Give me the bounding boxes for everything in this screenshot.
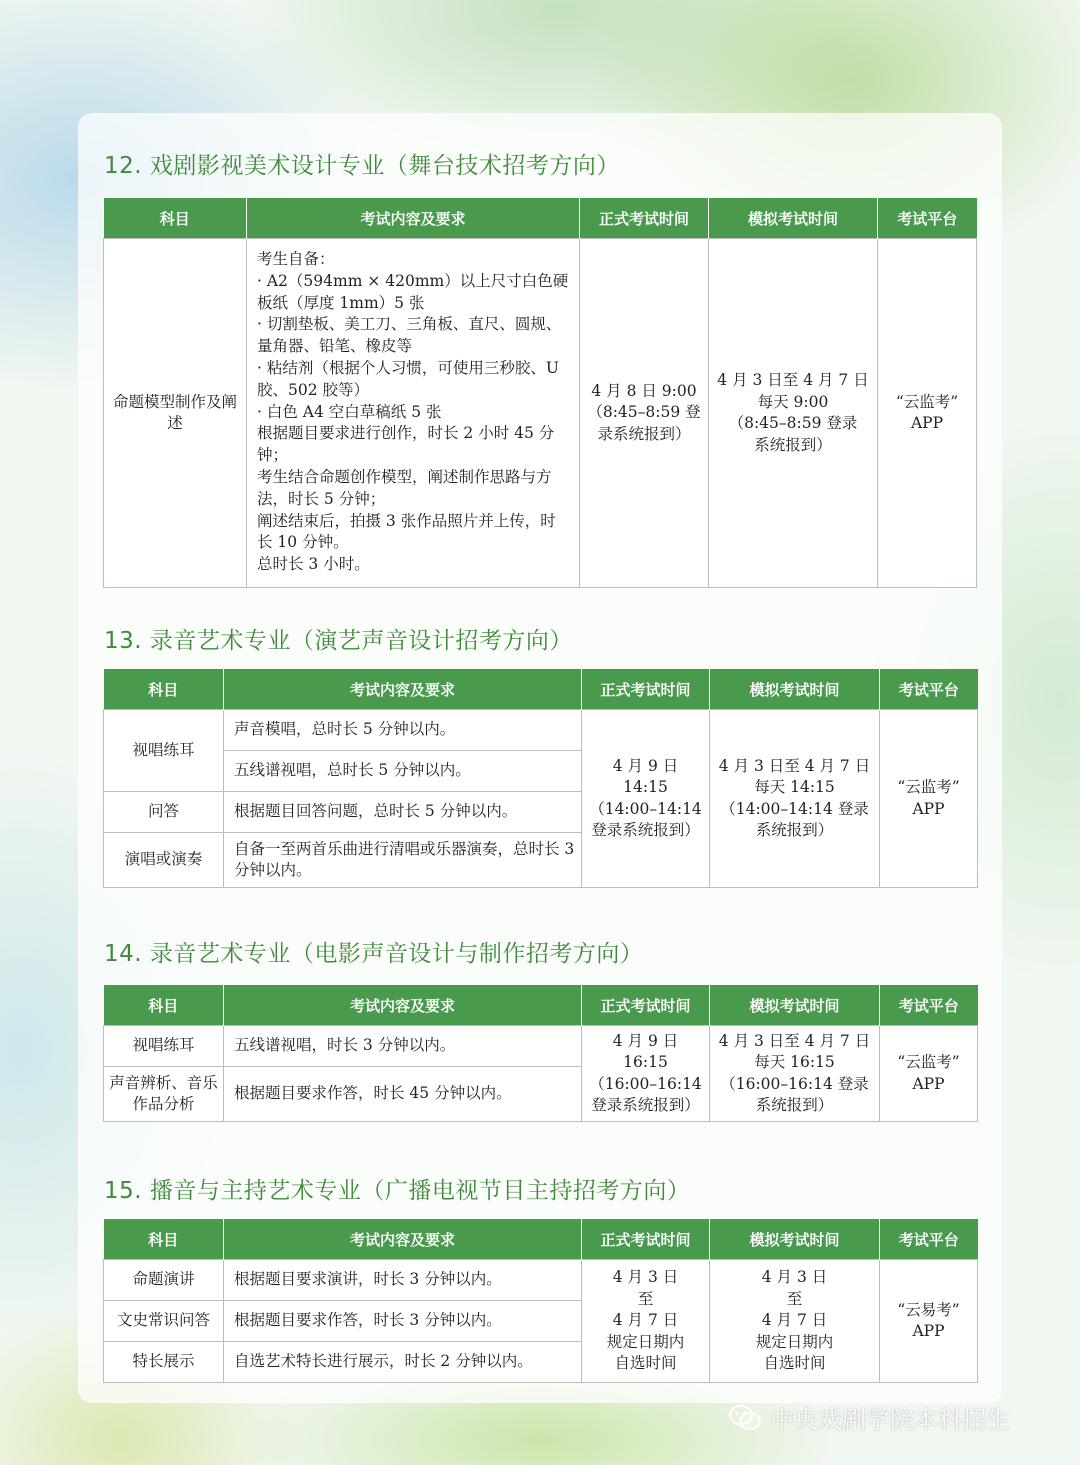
header-mock-time: 模拟考试时间 xyxy=(710,1219,880,1260)
header-content: 考试内容及要求 xyxy=(247,198,580,239)
table-row xyxy=(104,239,977,588)
header-subject: 科目 xyxy=(104,669,224,710)
content-cell: 五线谱视唱，时长 3 分钟以内。 xyxy=(224,1026,582,1067)
header-subject: 科目 xyxy=(104,198,247,239)
content-cell: 根据题目要求演讲，时长 3 分钟以内。 xyxy=(224,1260,582,1301)
content-cell: 声音模唱，总时长 5 分钟以内。 xyxy=(224,710,582,751)
header-mock-time: 模拟考试时间 xyxy=(710,669,880,710)
subject-cell: 视唱练耳 xyxy=(104,1026,224,1067)
table-header-row xyxy=(104,1219,978,1260)
watermark xyxy=(728,1400,1010,1435)
content-cell: 考生自备： · A2（594mm × 420mm）以上尺寸白色硬板纸（厚度 1mm）5 张 · 切割垫板、美工刀、三角板、直尺、圆规、量角器、铅笔、橡皮等 · 粘结剂（根据个人习惯，可使用三秒胶、U 胶、502 胶等） · 白色 A4 空白草稿纸 5 张 根据题目要求进行创作，时长 2 小时 45 分钟； 考生结合命题创作模型，阐述制作思路与方法，时长 5 分钟； 阐述结束后，拍摄 3 张作品照片并上传，时长 10 分钟。 总时长 3 小时。 xyxy=(247,239,580,588)
watermark-text: 中央戏剧学院本科招生 xyxy=(770,1406,1010,1434)
section-13-title: 13. 录音艺术专业（演艺声音设计招考方向） xyxy=(104,628,573,654)
section-14-title: 14. 录音艺术专业（电影声音设计与制作招考方向） xyxy=(104,941,644,967)
subject-cell: 声音辨析、音乐作品分析 xyxy=(104,1067,224,1122)
content-cell: 五线谱视唱，总时长 5 分钟以内。 xyxy=(224,751,582,792)
header-mock-time: 模拟考试时间 xyxy=(710,985,880,1026)
section-12-table xyxy=(103,198,977,588)
section-14-table xyxy=(103,985,978,1122)
header-content: 考试内容及要求 xyxy=(224,669,582,710)
header-formal-time: 正式考试时间 xyxy=(582,669,710,710)
platform-cell: “云监考” APP xyxy=(878,239,977,588)
subject-cell: 命题模型制作及阐述 xyxy=(104,239,247,588)
formal-time-cell: 4 月 3 日 至 4 月 7 日 规定日期内 自选时间 xyxy=(582,1260,710,1383)
mock-time-cell: 4 月 3 日至 4 月 7 日 每天 14:15 （14:00–14:14 登录 系统报到） xyxy=(710,710,880,888)
header-formal-time: 正式考试时间 xyxy=(582,985,710,1026)
mock-time-cell: 4 月 3 日至 4 月 7 日 每天 9:00 （8:45–8:59 登录 系统报到） xyxy=(709,239,878,588)
content-cell: 根据题目要求作答，时长 45 分钟以内。 xyxy=(224,1067,582,1122)
header-platform: 考试平台 xyxy=(878,198,977,239)
section-15-title: 15. 播音与主持艺术专业（广播电视节目主持招考方向） xyxy=(104,1178,691,1204)
table-header-row xyxy=(104,985,978,1026)
mock-time-cell: 4 月 3 日 至 4 月 7 日 规定日期内 自选时间 xyxy=(710,1260,880,1383)
content-cell: 根据题目回答问题，总时长 5 分钟以内。 xyxy=(224,792,582,833)
table-header-row xyxy=(104,669,978,710)
formal-time-cell: 4 月 8 日 9:00 （8:45–8:59 登录系统报到） xyxy=(580,239,709,588)
header-platform: 考试平台 xyxy=(880,985,978,1026)
formal-time-cell: 4 月 9 日 16:15 （16:00–16:14 登录系统报到） xyxy=(582,1026,710,1122)
header-platform: 考试平台 xyxy=(880,669,978,710)
table-header-row xyxy=(104,198,977,239)
subject-cell: 命题演讲 xyxy=(104,1260,224,1301)
table-row xyxy=(104,710,978,751)
section-12-title: 12. 戏剧影视美术设计专业（舞台技术招考方向） xyxy=(104,153,620,179)
content-cell: 自选艺术特长进行展示，时长 2 分钟以内。 xyxy=(224,1342,582,1383)
content-cell: 自备一至两首乐曲进行清唱或乐器演奏，总时长 3 分钟以内。 xyxy=(224,833,582,888)
subject-cell: 视唱练耳 xyxy=(104,710,224,792)
platform-cell: “云监考” APP xyxy=(880,1026,978,1122)
header-subject: 科目 xyxy=(104,1219,224,1260)
header-formal-time: 正式考试时间 xyxy=(582,1219,710,1260)
table-row xyxy=(104,1260,978,1301)
content-cell: 根据题目要求作答，时长 3 分钟以内。 xyxy=(224,1301,582,1342)
subject-cell: 问答 xyxy=(104,792,224,833)
header-subject: 科目 xyxy=(104,985,224,1026)
section-13-table xyxy=(103,669,978,888)
platform-cell: “云易考” APP xyxy=(880,1260,978,1383)
platform-cell: “云监考” APP xyxy=(880,710,978,888)
subject-cell: 特长展示 xyxy=(104,1342,224,1383)
header-content: 考试内容及要求 xyxy=(224,1219,582,1260)
formal-time-cell: 4 月 9 日 14:15 （14:00–14:14 登录系统报到） xyxy=(582,710,710,888)
subject-cell: 文史常识问答 xyxy=(104,1301,224,1342)
section-15-table xyxy=(103,1219,978,1383)
header-formal-time: 正式考试时间 xyxy=(580,198,709,239)
wechat-icon xyxy=(728,1404,762,1432)
subject-cell: 演唱或演奏 xyxy=(104,833,224,888)
header-mock-time: 模拟考试时间 xyxy=(709,198,878,239)
table-row xyxy=(104,1026,978,1067)
header-content: 考试内容及要求 xyxy=(224,985,582,1026)
header-platform: 考试平台 xyxy=(880,1219,978,1260)
mock-time-cell: 4 月 3 日至 4 月 7 日 每天 16:15 （16:00–16:14 登录 系统报到） xyxy=(710,1026,880,1122)
